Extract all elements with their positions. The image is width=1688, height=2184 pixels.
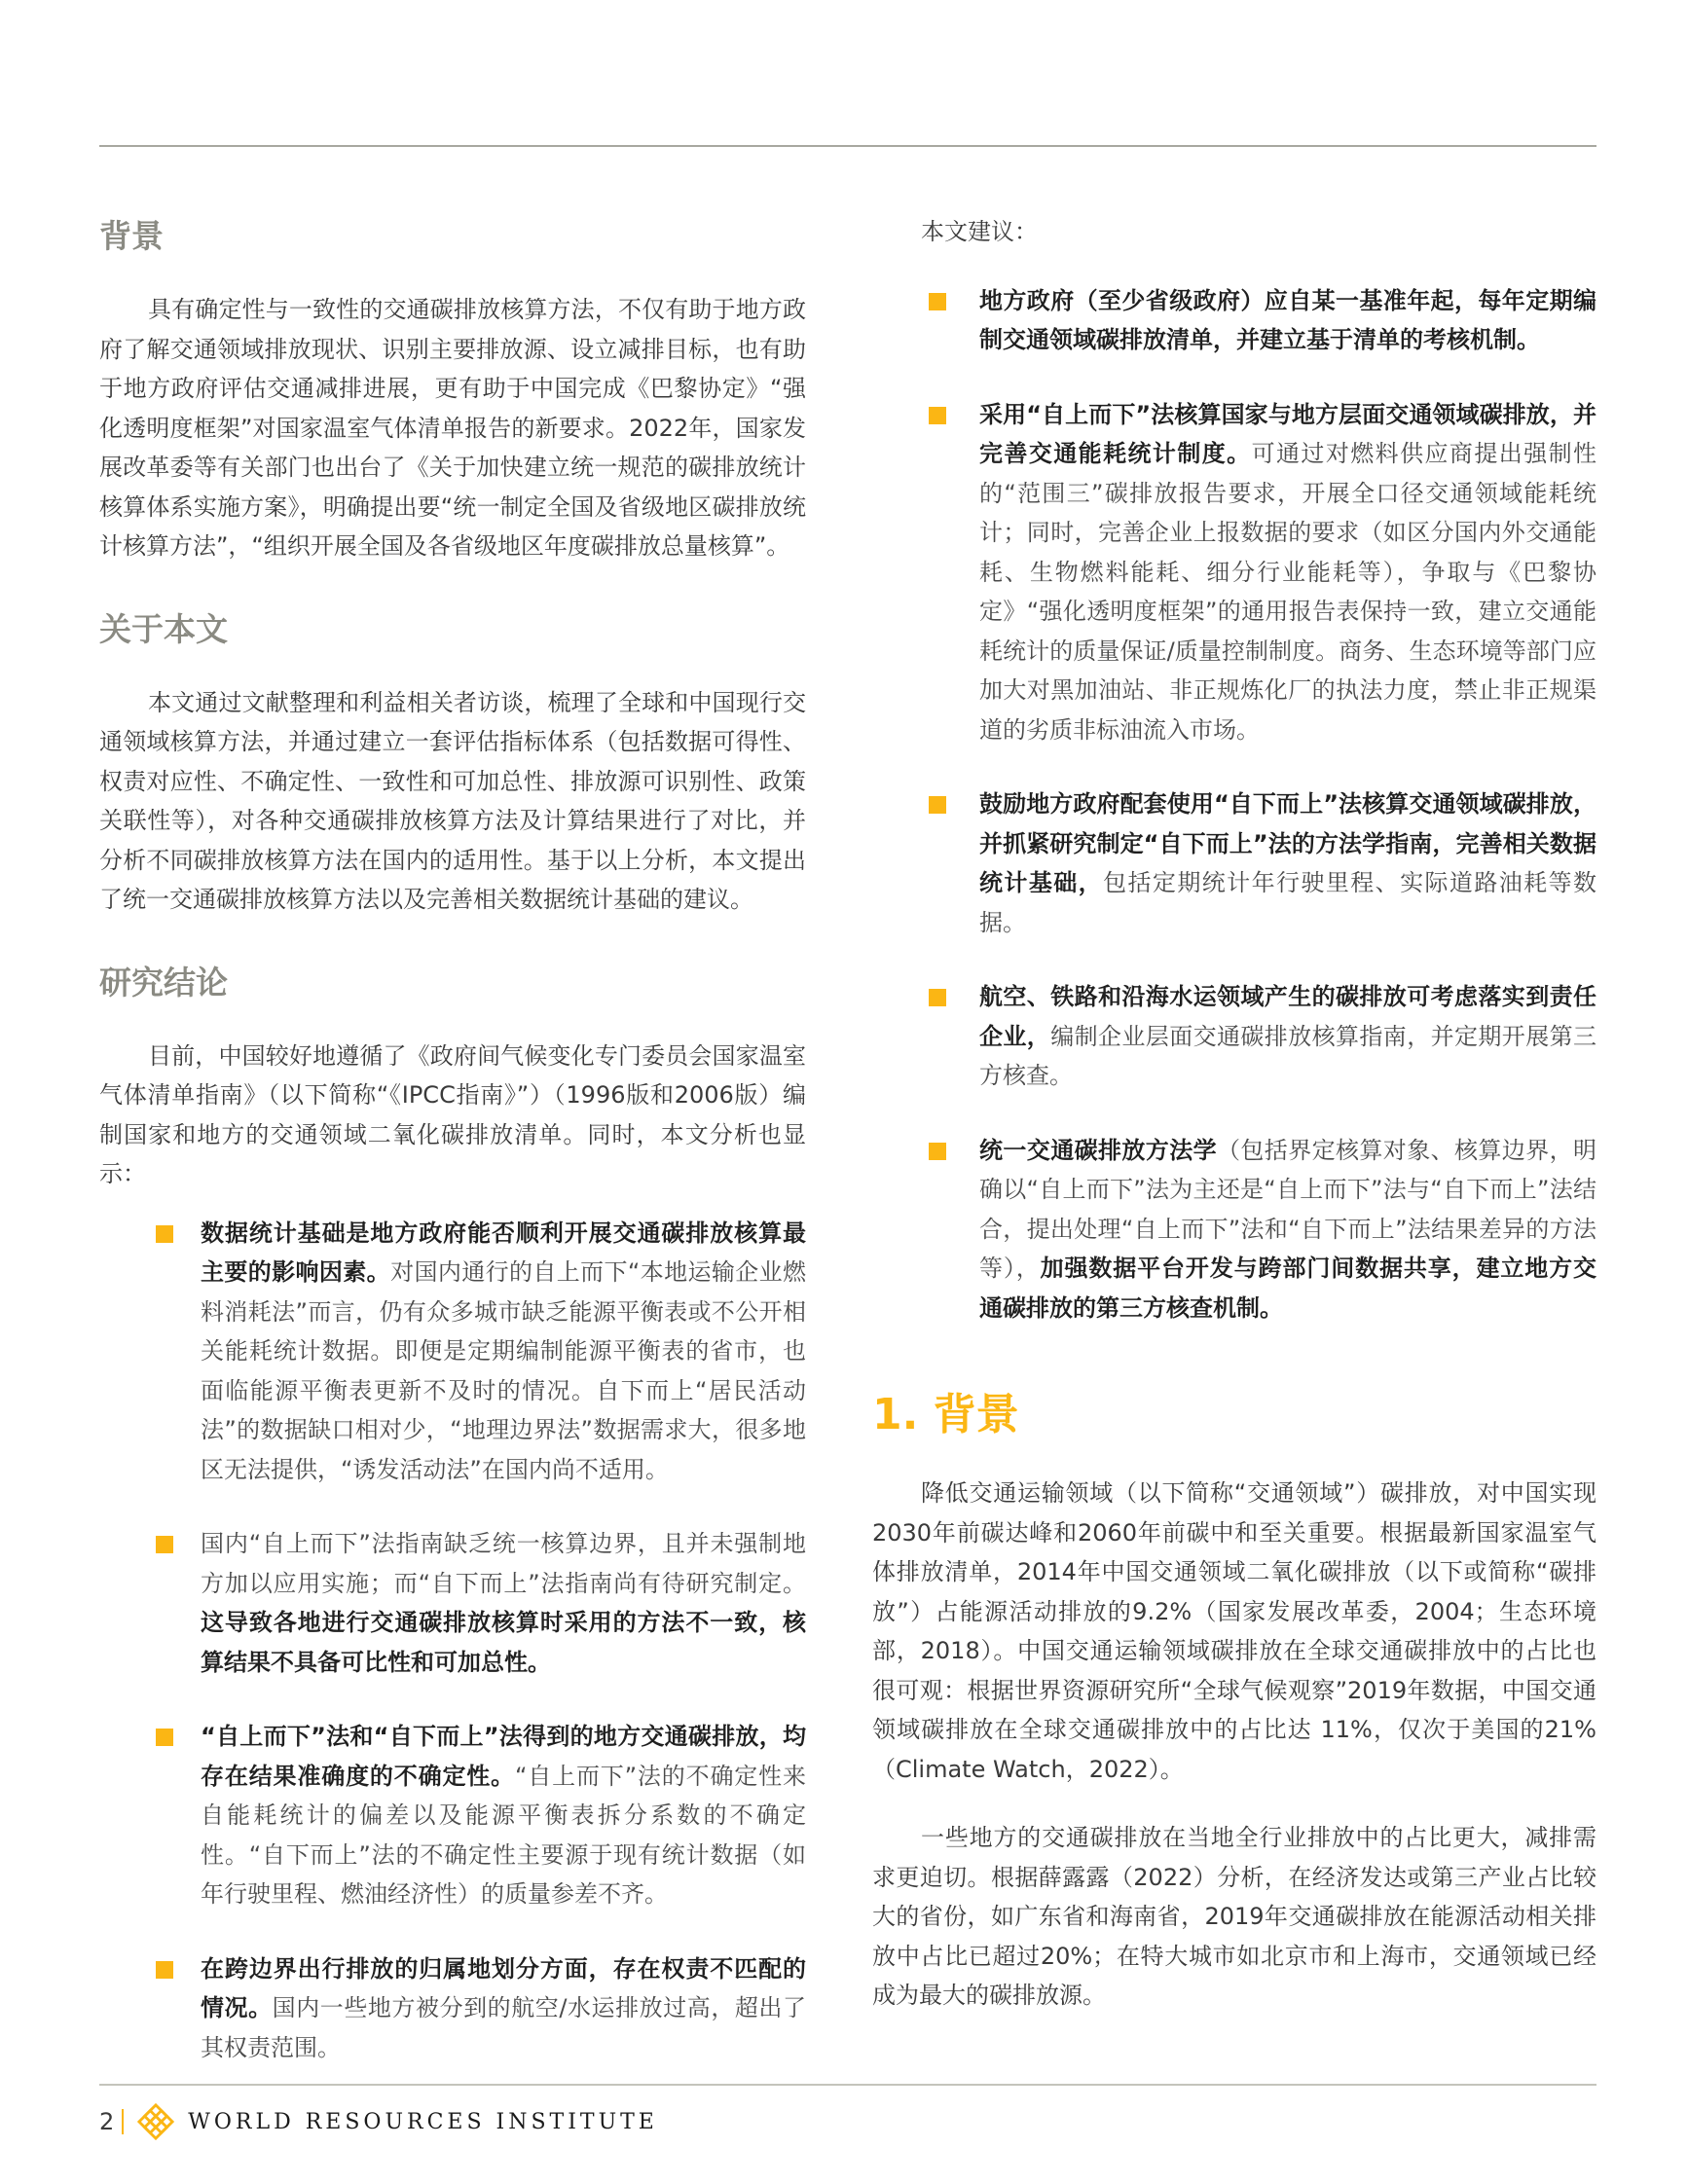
bullet-bold-text: 采用“自上而下”法核算国家与地方层面交通领域碳排放，并完善交通能耗统计制度。 [979,400,1596,467]
list-item [152,1214,806,1490]
list-item [925,784,1596,942]
bullet-bold-text: 统一交通碳排放方法学 [979,1136,1217,1164]
bullet-text: 包括定期统计年行驶里程、实际道路油耗等数据。 [979,869,1597,936]
page-number: 2 [99,2108,115,2135]
bullet-square-icon [929,293,946,310]
heading-about: 关于本文 [99,609,228,648]
background-paragraph: 具有确定性与一致性的交通碳排放核算方法，不仅有助于地方政府了解交通领域排放现状、识别主要排放源、设立减排目标，也有助于地方政府评估交通减排进展，更有助于中国完成《巴黎协定》“强化透明度框架”对国家温室气体清单报告的新要求。2022年，国家发展改革委等有关部门也出台了《关于加快建立统一规范的碳排放统计核算体系实施方案》，明确提出要“统一制定全国及省级地区碳排放统计核算方法”，“组织开展全国及各省级地区年度碳排放总量核算”。 [99,296,806,560]
list-item [925,281,1596,360]
section-about [99,605,806,920]
bullet-bold-text: 航空、铁路和沿海水运领域产生的碳排放可考虑落实到责任企业， [979,983,1596,1050]
section-1-background [872,1386,1596,2016]
section-1-paragraph-2: 一些地方的交通碳排放在当地全行业排放中的占比更大，减排需求更迫切。根据薛露露（2022）分析，在经济发达或第三产业占比较大的省份，如广东省和海南省，2019年交通碳排放在能源活动相关排放中占比已超过20%；在特大城市如北京市和上海市，交通领域已经成为最大的碳排放源。 [872,1824,1596,2009]
list-item [152,1949,806,2068]
bullet-square-icon [929,796,946,814]
footer-divider [122,2109,124,2134]
bullet-square-icon [929,1143,946,1160]
list-item [152,1717,806,1914]
heading-section-1: 1. 背景 [872,1390,1019,1439]
bullet-text: （包括界定核算对象、核算边界，明确以“自上而下”法为主还是“自上而下”法与“自下而上”法结合，提出处理“自上而下”法和“自下而上”法结果差异的方法等）， [979,1136,1596,1282]
organization-name: WORLD RESOURCES INSTITUTE [188,2109,658,2134]
heading-background: 背景 [99,217,164,255]
section-1-paragraph-1: 降低交通运输领域（以下简称“交通领域”）碳排放，对中国实现2030年前碳达峰和2060年前碳中和至关重要。根据最新国家温室气体排放清单，2014年中国交通领域二氧化碳排放（以下或简称“碳排放”）占能源活动排放的9.2%（国家发展改革委，2004；生态环境部，2018）。中国交通运输领域碳排放在全球交通碳排放中的占比也很可观：根据世界资源研究所“全球气候观察”2019年数据，中国交通领域碳排放在全球交通碳排放中的占比达 11%，仅次于美国的21%（Climate Watch，2022）。 [872,1479,1596,1783]
bullet-text: 编制企业层面交通碳排放核算指南，并定期开展第三方核查。 [979,1022,1597,1089]
bullet-square-icon [156,1536,173,1553]
right-column [872,212,1597,2016]
left-column [99,212,806,2106]
recommendations-list [925,281,1596,1329]
bullet-bold-text: 地方政府（至少省级政府）应自某一基准年起，每年定期编制交通领域碳排放清单，并建立基于清单的考核机制。 [979,286,1596,353]
section-findings [99,959,806,2068]
bullet-square-icon [929,407,946,424]
bullet-bold-text-2: 加强数据平台开发与跨部门间数据共享，建立地方交通碳排放的第三方核查机制。 [979,1255,1596,1322]
bullet-bold-text: “自上而下”法和“自下而上”法得到的地方交通碳排放，均存在结果准确度的不确定性。 [201,1723,806,1790]
bullet-bold-text: 数据统计基础是地方政府能否顺利开展交通碳排放核算最主要的影响因素。 [201,1219,806,1286]
bullet-square-icon [156,1961,173,1979]
bullet-square-icon [929,989,946,1006]
recommendations-intro: 本文建议： [921,218,1038,245]
heading-findings: 研究结论 [99,963,228,1001]
list-item [925,395,1596,750]
about-paragraph: 本文通过文献整理和利益相关者访谈，梳理了全球和中国现行交通领域核算方法，并通过建立一套评估指标体系（包括数据可得性、权责对应性、不确定性、一致性和可加总性、排放源可识别性、政策关联性等），对各种交通碳排放核算方法及计算结果进行了对比，并分析不同碳排放核算方法在国内的适用性。基于以上分析，本文提出了统一交通碳排放核算方法以及完善相关数据统计基础的建议。 [99,688,806,913]
list-item [925,977,1596,1096]
bullet-text: 国内一些地方被分到的航空/水运排放过高，超出了其权责范围。 [201,1994,806,2061]
bullet-text: 国内“自上而下”法指南缺乏统一核算边界，且并未强制地方加以应用实施；而“自下而上”法指南尚有待研究制定。 [201,1530,806,1597]
bullet-square-icon [156,1729,173,1746]
bullet-text: 可通过对燃料供应商提出强制性的“范围三”碳排放报告要求，开展全口径交通领域能耗统计；同时，完善企业上报数据的要求（如区分国内外交通能耗、生物燃料能耗、细分行业能耗等），争取与《巴黎协定》“强化透明度框架”的通用报告表保持一致，建立交通能耗统计的质量保证/质量控制制度。商务、生态环境等部门应加大对黑加油站、非正规炼化厂的执法力度，禁止非正规渠道的劣质非标油流入市场。 [979,440,1597,744]
list-item [925,1131,1596,1329]
findings-paragraph: 目前，中国较好地遵循了《政府间气候变化专门委员会国家温室气体清单指南》（以下简称“《IPCC指南》”）（1996版和2006版）编制国家和地方的交通领域二氧化碳排放清单。同时，本文分析也显示： [99,1041,806,1187]
top-rule [99,145,1596,147]
bullet-text: “自上而下”法的不确定性来自能耗统计的偏差以及能源平衡表拆分系数的不确定性。“自下而上”法的不确定性主要源于现有统计数据（如年行驶里程、燃油经济性）的质量参差不齐。 [201,1762,806,1908]
bullet-bold-text: 鼓励地方政府配套使用“自下而上”法核算交通领域碳排放，并抓紧研究制定“自下而上”法的方法学指南，完善相关数据统计基础， [979,790,1596,896]
bullet-bold-text: 在跨边界出行排放的归属地划分方面，存在权责不匹配的情况。 [201,1954,806,2021]
list-item [152,1524,806,1682]
section-background [99,212,806,566]
wri-knot-logo-icon [137,2103,174,2140]
page-footer [99,2102,658,2141]
bullet-text: 对国内通行的自上而下“本地运输企业燃料消耗法”而言，仍有众多城市缺乏能源平衡表或不公开相关能耗统计数据。即便是定期编制能源平衡表的省市，也面临能源平衡表更新不及时的情况。自下而上“居民活动法”的数据缺口相对少，“地理边界法”数据需求大，很多地区无法提供，“诱发活动法”在国内尚不适用。 [201,1258,806,1483]
findings-list [152,1214,806,2068]
bottom-rule [99,2084,1596,2086]
bullet-bold-text: 这导致各地进行交通碳排放核算时采用的方法不一致，核算结果不具备可比性和可加总性。 [201,1609,806,1676]
bullet-square-icon [156,1225,173,1243]
